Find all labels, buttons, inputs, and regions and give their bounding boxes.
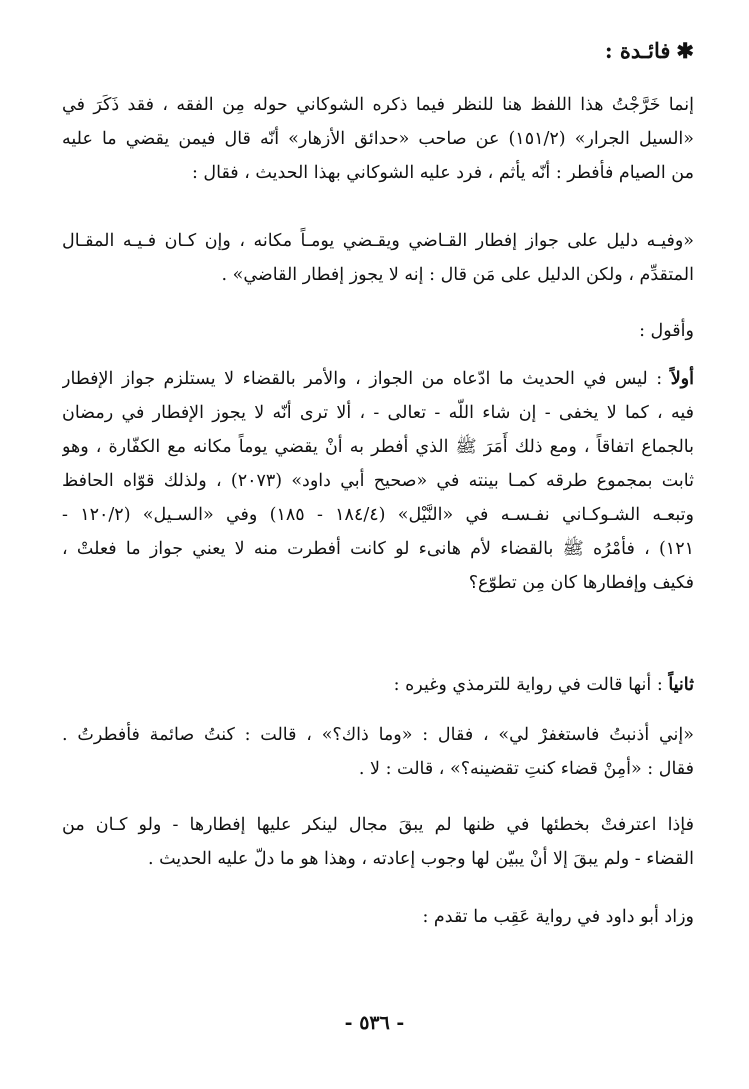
paragraph-second-point (62, 668, 694, 702)
text-line: ١٢١) ، فأمْرُه ﷺ بالقضاء لأم هانىء لو كانت أفطرت منه لا يعني جواز ما فعلتْ ، (62, 539, 694, 559)
text-line: ثابت بمجموع طرقه كمـا بينته في «صحيح أبي داود» (٢٠٧٣) ، ولذلك قوّاه الحافظ (62, 471, 694, 491)
paragraph-conclusion (62, 808, 694, 876)
first-line-text: : ليس في الحديث ما ادّعاه من الجواز ، والأمر بالقضاء لا يستلزم جواز الإفطار (62, 369, 671, 389)
paragraph-hadith (62, 718, 694, 786)
text-line: وتبعـه الشـوكـاني نفـسـه في «النَّيْل» (١٨٤/٤ - ١٨٥) وفي «السـيل» (١٢٠/٢ - (62, 505, 694, 525)
text-line: فيه ، كما لا يخفى - إن شاء اللّه - تعالى - ، ألا ترى أنّه لا يجوز الإفطار في رمضان (62, 403, 694, 423)
text-line (62, 668, 694, 702)
paragraph-intro (62, 88, 694, 190)
text-line: القضاء - ولم يبقَ إلا أنْ يبيّن لها وجوب إعادته ، وهذا هو ما دلّ عليه الحديث . (148, 849, 694, 869)
text-line: «إني أذنبتُ فاستغفرْ لي» ، فقال : «وما ذاك؟» ، قالت : كنتُ صائمة فأفطرتُ . (62, 725, 694, 745)
paragraph-quote (62, 224, 694, 292)
text-line: «وفيـه دليل على جواز إفطار القـاضي ويقـضي يومـاً مكانه ، وإن كـان فـيـه المقـال (62, 231, 694, 251)
text-line (62, 362, 694, 396)
text-line: من الصيام فأفطر : أنّه يأثم ، فرد عليه الشوكاني بهذا الحديث ، فقال : (191, 163, 694, 183)
second-label: ثانياً (668, 675, 694, 695)
page-number: - ٥٣٦ - (344, 1012, 405, 1034)
heading-text: فائـدة : (604, 38, 671, 63)
section-heading (605, 38, 694, 63)
second-line-text: : أنها قالت في رواية للترمذي وغيره : (393, 675, 669, 695)
text-line: فإذا اعترفتْ بخطئها في ظنها لم يبقَ مجال لينكر عليها إفطارها - ولو كـان من (62, 815, 694, 835)
paragraph-abu-dawud (62, 900, 694, 934)
text-line: «السيل الجرار» (١٥١/٢) عن صاحب «حدائق الأزهار» أنّه قال فيمن يقضي ما عليه (62, 129, 694, 149)
text-line: وزاد أبو داود في رواية عَقِب ما تقدم : (422, 907, 694, 927)
paragraph-first-point (62, 362, 694, 600)
paragraph-and-i-say (62, 314, 694, 348)
text-line: وأقول : (639, 321, 694, 341)
text-line: فكيف وإفطارها كان مِن تطوّع؟ (468, 573, 694, 593)
text-line: فقال : «أمِنْ قضاء كنتِ تقضينه؟» ، قالت : لا . (358, 759, 694, 779)
first-label: أولاً (670, 369, 694, 389)
text-line: إنما خَرَّجْتُ هذا اللفظ هنا للنظر فيما ذكره الشوكاني حوله مِن الفقه ، فقد ذَكَرَ في (62, 95, 694, 115)
text-line: المتقدِّم ، ولكن الدليل على مَن قال : إنه لا يجوز إفطار القاضي» . (221, 265, 694, 285)
text-line: بالجماع اتفاقاً ، ومع ذلك أَمَرَ ﷺ الذي أفطر به أنْ يقضي يوماً مكانه مع الكفّارة ، وهو (62, 437, 694, 457)
asterisk-icon: ✱ (676, 38, 694, 63)
